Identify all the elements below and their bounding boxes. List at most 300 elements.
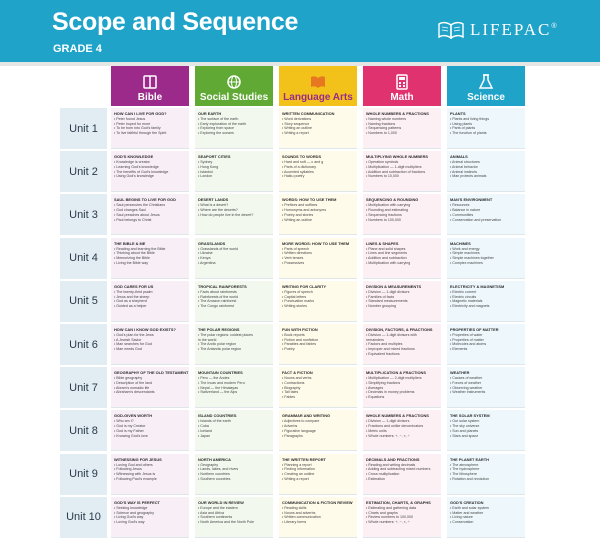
topic-item: • Facts about rainforests <box>198 289 237 294</box>
topic-item: • Naming fractions <box>366 121 396 126</box>
topic-item: • Exploring from space <box>198 126 235 131</box>
topic-item: • Book reports <box>282 333 305 337</box>
topic-item: • Number grouping <box>366 303 397 308</box>
topic-item: • The Antarctic polar region <box>198 347 242 352</box>
topic-item: • Numbers to 10,000 <box>366 174 399 179</box>
topic-cell <box>195 151 273 192</box>
topic-item: • Living the Bible way <box>114 260 149 265</box>
topic-title: MORE WORDS: HOW TO USE THEM <box>282 240 350 246</box>
topic-item: • Reading skills <box>282 505 307 510</box>
topic-item: • Following Paul's example <box>114 476 157 481</box>
topic-item: • Simple machines together <box>450 256 494 260</box>
topic-item: • Magnetic materials <box>450 299 483 304</box>
topic-cell <box>111 367 189 408</box>
topic-item: • Adding and subtracting mixed numbers <box>366 467 431 472</box>
topic-title: DIVISION & MEASUREMENTS <box>366 283 422 289</box>
topic-item: • Guided as a helper <box>114 303 147 308</box>
topic-item: • Knowledge is creator <box>114 160 150 165</box>
topic-title: WITNESSING FOR JESUS <box>114 456 162 462</box>
topic-title: DECIMALS AND FRACTIONS <box>366 456 420 462</box>
open-book-icon <box>310 74 326 90</box>
topic-item: • Paragraphs <box>282 433 303 438</box>
topic-item: • Punctuation marks <box>282 299 315 304</box>
topic-item: • God is my Father <box>114 428 144 433</box>
topic-item: • Argentina <box>198 260 216 265</box>
topic-item: • Writing a report <box>282 476 309 481</box>
unit-label: Unit 6 <box>60 324 107 365</box>
book-icon <box>142 74 158 90</box>
topic-title: PROPERTIES OF MATTER <box>450 327 499 332</box>
topic-cell <box>279 281 357 322</box>
topic-item: in the world <box>198 337 217 342</box>
topic-item: • Paul belongs to Christ <box>114 217 152 222</box>
topic-cell <box>279 497 357 538</box>
topic-title: WHOLE NUMBERS & FRACTIONS <box>366 413 429 419</box>
topic-cell <box>363 281 441 322</box>
topic-item: • The lithosphere <box>450 472 477 476</box>
topic-title: THE WRITTEN REPORT <box>282 456 326 462</box>
topic-item: • Simplifying fractions <box>366 380 401 385</box>
topic-item: • Reading and learning the Bible <box>114 246 166 251</box>
topic-cell <box>111 497 189 538</box>
topic-item: • Numbers to 100,000 <box>366 217 401 222</box>
topic-item: • Simple machines <box>450 251 480 256</box>
topic-item: • Animal structures <box>450 160 480 165</box>
topic-cell <box>195 108 273 149</box>
topic-item: • Hong Kong <box>198 164 219 169</box>
topic-item: • Charts and graphs <box>366 510 398 515</box>
topic-cell <box>363 367 441 408</box>
topic-item: • Addition and subtraction <box>366 256 407 260</box>
topic-title: SEAPORT CITIES <box>198 154 231 160</box>
subject-label: Social Studies <box>199 92 269 103</box>
topic-item: • Reading and writing decimals <box>366 462 416 467</box>
topic-item: • Capital letters <box>282 294 307 299</box>
subject-header-language-arts <box>279 66 357 106</box>
topic-item: • Complex machines <box>450 260 483 265</box>
topic-cell <box>447 410 525 451</box>
topic-title: ESTIMATION, CHARTS, & GRAPHS <box>366 499 431 505</box>
topic-item: • Rounding and estimating <box>366 208 409 213</box>
topic-item: • Geography <box>198 462 219 467</box>
topic-item: • Weather instruments <box>450 390 486 395</box>
topic-cell <box>363 108 441 149</box>
topic-cell <box>279 108 357 149</box>
topic-item: • The function of plants <box>450 131 487 136</box>
topic-title: WHOLE NUMBERS & FRACTIONS <box>366 111 429 116</box>
topic-item: • Literary forms <box>282 519 307 524</box>
topic-title: GRASSLANDS <box>198 240 226 246</box>
topic-item: • Multiplication — 2-digit multipliers <box>366 376 422 381</box>
topic-item: • God as a shepherd <box>114 299 147 304</box>
topic-item: • The surface of the earth <box>198 117 239 121</box>
topic-item: • Abraham's descendants <box>114 390 155 395</box>
topic-cell <box>111 194 189 235</box>
topic-item: • Multiplication with carrying <box>366 260 411 265</box>
topic-cell <box>447 454 525 495</box>
topic-cell <box>363 410 441 451</box>
topic-item: • Matter and weather <box>450 510 484 515</box>
unit-label: Unit 4 <box>60 238 107 279</box>
topic-item: • Parts of a dictionary <box>282 164 317 169</box>
topic-title: GOD'S KNOWLEDGE <box>114 154 154 160</box>
topic-title: NORTH AMERICA <box>198 456 231 462</box>
topic-item: • Nouns and verbs <box>282 376 312 381</box>
topic-item: • Animal behavior <box>450 164 478 169</box>
topic-item: • Rotation and revolution <box>450 476 490 481</box>
topic-cell <box>111 151 189 192</box>
header-banner <box>0 0 600 62</box>
topic-item: • Peru — the Andes <box>198 376 230 381</box>
topic-item: • Molecules and atoms <box>450 342 487 347</box>
topic-title: PLANTS <box>450 111 466 116</box>
topic-item: • Standard measurements <box>366 299 408 304</box>
topic-item: • Hard and soft — c and g <box>282 160 324 165</box>
topic-item: • Southern countries <box>198 476 231 481</box>
topic-item: • Communities <box>450 212 474 217</box>
topic-cell <box>279 194 357 235</box>
topic-item: • Lines and line segments <box>366 251 408 256</box>
topic-item: • Description of the land <box>114 380 153 385</box>
topic-title: DESERT LANDS <box>198 197 229 203</box>
topic-cell <box>111 410 189 451</box>
topic-item: • Animal instincts <box>450 169 478 174</box>
topic-item: • Lands, lakes, and rivers <box>198 467 239 472</box>
topic-title: ELECTRICITY & MAGNETISM <box>450 283 505 289</box>
topic-item: • Finding information <box>282 467 315 472</box>
topic-cell <box>111 238 189 279</box>
subject-label: Bible <box>137 92 163 103</box>
topic-item: • Possessives <box>282 260 305 265</box>
topic-title: COMMUNICATION & FICTION REVIEW <box>282 499 353 505</box>
topic-title: ISLAND COUNTRIES <box>198 413 237 419</box>
topic-cell <box>447 367 525 408</box>
topic-item: • Peter found Jesus <box>114 117 146 121</box>
topic-cell <box>111 281 189 322</box>
topic-item: • Accented syllables <box>282 169 314 174</box>
topic-title: SEQUENCING & ROUNDING <box>366 197 419 203</box>
topic-item: • Factors and multiples <box>366 342 403 347</box>
topic-item: • Man needs God <box>114 347 142 352</box>
topic-item: • Addition and subtraction of fractions <box>366 169 426 174</box>
lifepac-logo <box>438 20 557 40</box>
topic-item: • Early exploration of the earth <box>198 121 247 126</box>
topic-title: WRITING FOR CLARITY <box>282 283 327 289</box>
unit-label: Unit 9 <box>60 454 107 495</box>
topic-item: • Planning a report <box>282 462 312 467</box>
topic-item: • Cuba <box>198 424 209 429</box>
topic-cell <box>195 367 273 408</box>
topic-title: DIVISION, FACTORS, & FRACTIONS <box>366 327 433 332</box>
topic-item: • Electric current <box>450 289 477 294</box>
topic-title: GOD CARES FOR US <box>114 283 154 289</box>
topic-item: • Peter hoped for more <box>114 121 151 126</box>
topic-cell <box>279 367 357 408</box>
open-book-logo-icon <box>438 21 464 39</box>
topic-item: • Equivalent fractions <box>366 351 400 356</box>
topic-item: • Man searches for God <box>114 342 152 347</box>
topic-item: • The sky universe <box>450 424 480 429</box>
topic-title: LINES & SHAPES <box>366 240 399 246</box>
topic-item: • Europe and the eastern <box>198 505 238 510</box>
topic-title: MACHINES <box>450 240 471 246</box>
topic-item: • Fables <box>282 395 296 399</box>
topic-item: • Science and geography <box>114 510 155 515</box>
topic-item: • Adjectives to compare <box>282 419 320 424</box>
topic-item: • Naming whole numbers <box>366 117 407 121</box>
subject-label: Language Arts <box>283 92 353 103</box>
topic-title: WRITTEN COMMUNICATION <box>282 111 335 116</box>
topic-item: • Division — 1-digit divisors with <box>366 333 417 337</box>
topic-item: • Writing stories <box>282 303 307 308</box>
topic-item: • Elements <box>450 347 468 352</box>
topic-title: GOD'S CREATION <box>450 499 484 505</box>
topic-title: OUR WORLD IN REVIEW <box>198 499 244 505</box>
topic-item: • Metric units <box>366 428 387 433</box>
topic-cell <box>195 324 273 365</box>
topic-item: • Plane and solid shapes <box>366 246 406 251</box>
topic-cell <box>279 454 357 495</box>
topic-cell <box>363 324 441 365</box>
topic-item: • Man protects animals <box>450 174 487 179</box>
topic-item: • Jesus and the sheep <box>114 294 150 299</box>
topic-item: • To live faithful through the Spirit <box>114 131 167 136</box>
topic-title: GOD'S WAY IS PERFECT <box>114 499 160 505</box>
topic-item: • Living God's way <box>114 515 144 520</box>
topic-item: • Ukraine <box>198 251 213 256</box>
topic-title: HOW CAN I LIVE FOR GOD? <box>114 111 167 116</box>
topic-item: • North America and the North Pole <box>198 519 254 524</box>
topic-item: • Following Jesus <box>114 467 142 472</box>
topic-item: • God's plan for the Jews <box>114 333 154 337</box>
topic-item: • Multiplication with carrying <box>366 203 411 208</box>
topic-cell <box>279 324 357 365</box>
unit-label: Unit 7 <box>60 367 107 408</box>
topic-item: • Verb tenses <box>282 256 304 260</box>
topic-item: • Whole numbers: +, −, ×, ÷ <box>366 519 410 524</box>
subject-header-math <box>363 66 441 106</box>
topic-item: • Islands of the earth <box>198 419 231 424</box>
topic-item: • Saul persecutes the Christians <box>114 203 165 208</box>
topic-cell <box>447 151 525 192</box>
topic-title: OUR EARTH <box>198 111 222 116</box>
topic-item: • Bible geography <box>114 376 143 381</box>
topic-title: WORDS: HOW TO USE THEM <box>282 197 337 203</box>
topic-cell <box>195 454 273 495</box>
topic-item: • Parables and fables <box>282 342 317 347</box>
topic-title: FUN WITH FICTION <box>282 327 318 332</box>
topic-item: • Biography <box>282 385 301 390</box>
topic-item: • Tall tales <box>282 390 299 395</box>
topic-item: • Estimating and gathering data <box>366 505 417 510</box>
topic-cell <box>447 194 525 235</box>
topic-title: MOUNTAIN COUNTRIES <box>198 370 243 376</box>
topic-item: • Using God's knowledge <box>114 174 154 179</box>
topic-item: • Operation symbols <box>366 160 399 165</box>
topic-item: • Balance in nature <box>450 208 481 213</box>
topic-item: • Adverbs <box>282 424 298 429</box>
topic-item: • A Jewish Savior <box>114 337 142 342</box>
topic-title: SAUL BEGINS TO LIVE FOR GOD <box>114 197 176 203</box>
topic-title: WEATHER <box>450 370 470 376</box>
topic-cell <box>279 410 357 451</box>
unit-label: Unit 10 <box>60 497 107 538</box>
topic-title: SOUNDS TO WORDS <box>282 154 322 160</box>
topic-item: remainders <box>366 337 384 342</box>
topic-item: • Nouns and adverbs <box>282 510 316 515</box>
unit-label: Unit 8 <box>60 410 107 451</box>
topic-item: • Forces of weather <box>450 380 482 385</box>
topic-item: • Cross multiplication <box>366 472 400 476</box>
topic-item: • Japan <box>198 433 211 438</box>
topic-item: • Stars and space <box>450 433 479 438</box>
topic-item: • Averages <box>366 385 384 390</box>
topic-title: MULTIPLICATION & FRACTIONS <box>366 370 426 376</box>
topic-cell <box>363 194 441 235</box>
subject-header-science <box>447 66 525 106</box>
unit-label: Unit 5 <box>60 281 107 322</box>
topic-item: • Properties of matter <box>450 337 484 342</box>
topic-item: • Figurative language <box>282 428 316 433</box>
topic-item: • Estimation <box>366 476 386 481</box>
topic-item: • Memorizing the Bible <box>114 256 150 260</box>
topic-title: MULTIPLYING WHOLE NUMBERS <box>366 154 429 160</box>
topic-item: • Whole numbers: +, −, ×, ÷ <box>366 433 410 438</box>
topic-item: • Using plants <box>450 121 473 126</box>
topic-item: • Thinking about the Bible <box>114 251 155 256</box>
topic-item: • Rainforests of the world <box>198 294 239 299</box>
subject-header-bible <box>111 66 189 106</box>
topic-item: • Contractions <box>282 380 305 385</box>
subject-label: Math <box>390 92 414 103</box>
topic-item: • London <box>198 174 213 179</box>
topic-title: TROPICAL RAINFORESTS <box>198 283 247 289</box>
topic-item: • Properties of water <box>450 333 483 337</box>
logo-registered-mark: ® <box>551 22 557 30</box>
logo-text: LIFEPAC <box>470 20 552 39</box>
topic-item: • Equations <box>366 395 385 399</box>
topic-item: • Witnessing with Jesus is <box>114 472 156 476</box>
topic-item: • Creating an outline <box>282 472 315 476</box>
topic-item: • Loving God's way <box>114 519 145 524</box>
grade-label: GRADE 4 <box>53 43 102 55</box>
topic-item: • How do people live in the desert? <box>198 212 254 217</box>
topic-item: • The hydrosphere <box>450 467 480 472</box>
topic-item: • Prefixes and suffixes <box>282 203 318 208</box>
topic-item: • Writing a report <box>282 131 309 136</box>
topic-item: • God changes Saul <box>114 208 146 213</box>
topic-item: • Sequencing fractions <box>366 212 402 217</box>
topic-item: • Poetry and stories <box>282 212 314 217</box>
topic-item: • Istanbul <box>198 169 213 174</box>
topic-item: • Parts of plants <box>450 126 476 131</box>
topic-item: • Improper and mixed fractions <box>366 347 415 352</box>
topic-item: • Kenya <box>198 256 211 260</box>
topic-item: • Asia and Africa <box>198 510 225 515</box>
topic-item: • Sun and planets <box>450 428 479 433</box>
topic-item: • Saul preaches about Jesus <box>114 212 160 217</box>
topic-item: • Division — 1-digit divisors <box>366 419 410 424</box>
topic-title: ANIMALS <box>450 154 468 160</box>
topic-item: • Fractions and unlike denominators <box>366 424 424 429</box>
topic-cell <box>447 281 525 322</box>
topic-cell <box>447 108 525 149</box>
flask-icon <box>478 74 494 90</box>
unit-label: Unit 2 <box>60 151 107 192</box>
topic-item: • The benefits of God's knowledge <box>114 169 169 174</box>
topic-item: • Families of facts <box>366 294 395 299</box>
topic-item: • The polar regions: coldest places <box>198 333 253 337</box>
topic-title: THE BIBLE & ME <box>114 240 146 246</box>
topic-title: GOD-GIVEN WORTH <box>114 413 153 419</box>
unit-label: Unit 3 <box>60 194 107 235</box>
topic-item: • Writing an outline <box>282 217 312 222</box>
topic-cell <box>195 281 273 322</box>
topic-item: • Writing an outline <box>282 126 312 131</box>
topic-item: • Our solar system <box>450 419 480 424</box>
topic-cell <box>195 194 273 235</box>
topic-item: • Living nature <box>450 515 473 520</box>
topic-title: GEOGRAPHY OF THE OLD TESTAMENT <box>114 370 189 376</box>
topic-item: • Figures of speech <box>282 289 313 294</box>
topic-item: • Story sequence <box>282 121 310 126</box>
topic-title: GRAMMAR AND WRITING <box>282 413 331 419</box>
topic-item: • Resources <box>450 203 470 208</box>
subject-label: Science <box>467 92 505 103</box>
topic-item: • Review numbers to 100,000 <box>366 515 414 520</box>
topic-cell <box>195 410 273 451</box>
topic-item: • Northern countries <box>198 472 230 476</box>
topic-title: MAN'S ENVIRONMENT <box>450 197 493 203</box>
topic-item: • Southern continents <box>198 515 233 520</box>
topic-title: THE PLANET EARTH <box>450 456 489 462</box>
topic-item: • Electricity and magnets <box>450 303 490 308</box>
topic-item: • The Incas and modern Peru <box>198 380 245 385</box>
topic-cell <box>363 151 441 192</box>
topic-item: • Written directions <box>282 251 312 256</box>
topic-item: • Poetry <box>282 347 295 352</box>
topic-cell <box>111 108 189 149</box>
topic-item: • Work and energy <box>450 246 480 251</box>
topic-item: • Iceland <box>198 428 212 433</box>
topic-cell <box>111 454 189 495</box>
topic-item: • Conservation <box>450 519 474 524</box>
topic-item: • God is my Creator <box>114 424 146 429</box>
topic-item: • To be born into God's family <box>114 126 161 131</box>
topic-cell <box>363 454 441 495</box>
topic-item: • Sequencing patterns <box>366 126 402 131</box>
page-title: Scope and Sequence <box>52 8 299 36</box>
topic-title: THE SOLAR SYSTEM <box>450 413 490 419</box>
topic-cell <box>447 238 525 279</box>
topic-cell <box>279 151 357 192</box>
topic-item: • Causes of weather <box>450 376 483 381</box>
topic-cell <box>111 324 189 365</box>
topic-item: • The atmosphere <box>450 462 479 467</box>
topic-item: • Switzerland — the Alps <box>198 390 238 395</box>
topic-item: • The Amazon rainforest <box>198 299 237 304</box>
topic-cell <box>447 497 525 538</box>
topic-item: • Multiplication — 1-digit multipliers <box>366 164 422 169</box>
topic-item: • Nepal — the Himalayas <box>198 385 239 390</box>
topic-item: • Plants and living things <box>450 117 490 121</box>
topic-item: • Numbers to 1,000 <box>366 131 397 136</box>
topic-item: • Homonyms and antonyms <box>282 208 327 213</box>
topic-item: • Division — 1-digit divisors <box>366 289 410 294</box>
topic-title: THE POLAR REGIONS <box>198 327 240 332</box>
topic-item: • Earth and solar system <box>450 505 490 510</box>
topic-item: • Parts of speech <box>282 246 310 251</box>
